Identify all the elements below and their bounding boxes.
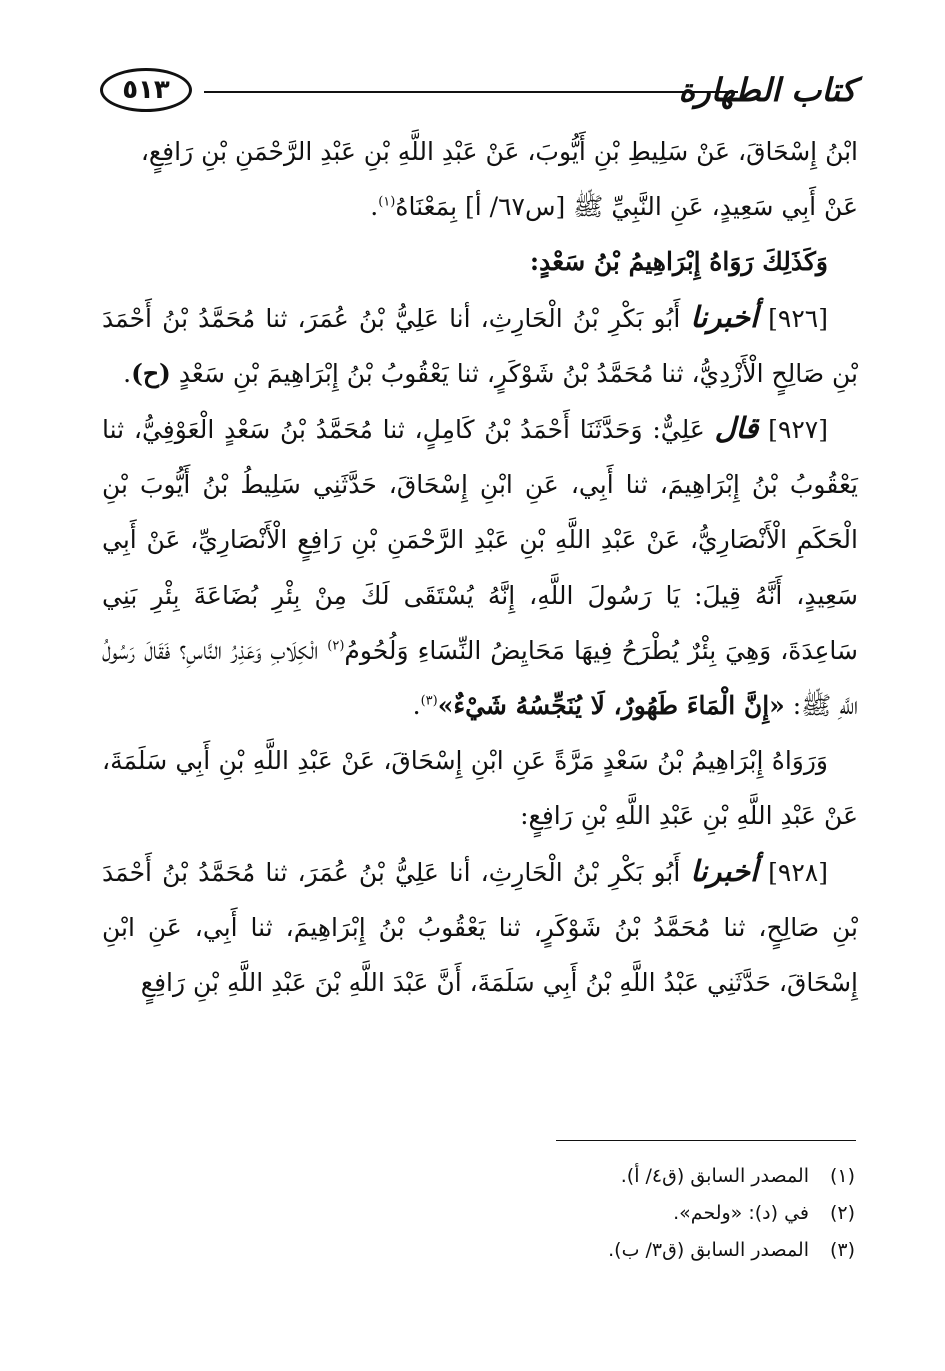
page-number-badge xyxy=(100,68,192,112)
footnote-number: (٢) xyxy=(829,1202,855,1224)
page-number: ٥١٣ xyxy=(122,75,170,105)
footnote-number: (١) xyxy=(829,1165,855,1187)
footnote-number: (٣) xyxy=(829,1239,855,1261)
hadith-number: [٩٢٧] xyxy=(768,415,828,445)
page-header xyxy=(100,62,856,118)
keyword: أخبرنا xyxy=(690,853,759,888)
footnote-ref: (٣) xyxy=(420,693,438,709)
footnote-ref: (٢) xyxy=(327,638,345,654)
footnote-divider xyxy=(556,1140,856,1141)
main-text xyxy=(102,124,858,1010)
hadith-number: [٩٢٨] xyxy=(768,857,828,887)
hadith-text: الْكِلَابِ وَعَذِرُ النَّاسِ؟ فَقَالَ رَسُولُ اللَّهِ ﷺ: xyxy=(102,635,858,721)
hadith-927 xyxy=(102,401,858,733)
footnote-text: في (د): «ولحم». xyxy=(673,1202,809,1224)
hadith-text: أَبُو بَكْرِ بْنُ الْحَارِثِ، أنا عَلِيُّ بْنُ عُمَرَ، ثنا مُحَمَّدُ بْنُ أَحْمَدَ بْنِ صَالِحٍ الْأَزْدِيُّ، ثنا مُحَمَّدُ بْنُ شَوْكَرٍ، ثنا يَعْقُوبُ بْنُ إِبْرَاهِيمَ بْنِ سَعْدٍ xyxy=(102,303,858,388)
book-title: كتاب الطهارة xyxy=(678,71,856,109)
paragraph-continuation xyxy=(102,124,858,234)
hadith-926 xyxy=(102,290,858,401)
paragraph-narration xyxy=(102,733,858,843)
hadith-text: عَلِيٌّ: وَحَدَّثَنَا أَحْمَدُ بْنُ كَامِلٍ، ثنا مُحَمَّدُ بْنُ سَعْدٍ الْعَوْفِيُّ، ثنا يَعْقُوبُ بْنُ إِبْرَاهِيمَ، ثنا أَبِي، عَنِ ابْنِ إِسْحَاقَ، حَدَّثَنِي سَلِيطُ بْنُ أَيُّوبَ بْنِ الْحَكَمِ الْأَنْصَارِيُّ، عَنْ عَبْدِ اللَّهِ بْنِ عَبْدِ الرَّحْمَنِ بْنِ رَافِعٍ الْأَنْصَارِيِّ، عَنْ أَبِي سَعِيدٍ، أَنَّهُ قِيلَ: يَا رَسُولَ اللَّهِ، إِنَّهُ يُسْتَقَى لَكَ مِنْ بِئْرِ بُضَاعَةَ بِئْرِ بَنِي سَاعِدَةَ، وَهِيَ بِئْرٌ يُطْرَحُ فِيهَا مَحَايِضُ النِّسَاءِ وَلُحُومُ xyxy=(102,415,858,665)
footnote-text: المصدر السابق (ق٤/ أ). xyxy=(620,1165,809,1187)
text-line: ابْنُ إِسْحَاقَ، عَنْ سَلِيطِ بْنِ أَيُّوبَ، عَنْ عَبْدِ اللَّهِ بْنِ عَبْدِ الرَّحْمَنِ بْنِ رَافِعٍ، xyxy=(140,137,858,166)
section-heading: وَكَذَلِكَ رَوَاهُ إِبْرَاهِيمُ بْنُ سَعْدٍ: xyxy=(529,247,828,277)
keyword: قال xyxy=(714,411,759,446)
footnote xyxy=(155,1158,855,1195)
hadith-quote: «إِنَّ الْمَاءَ طَهُورٌ، لَا يُنَجِّسُهُ شَيْءٌ» xyxy=(437,691,785,721)
text-tail: . xyxy=(370,192,379,222)
header-divider xyxy=(204,91,738,93)
text-tail: . xyxy=(123,358,132,388)
paragraph-heading xyxy=(102,234,858,289)
marker: (ح) xyxy=(131,358,171,388)
narration-text: وَرَوَاهُ إِبْرَاهِيمُ بْنُ سَعْدٍ مَرَّةً عَنِ ابْنِ إِسْحَاقَ، عَنْ عَبْدِ اللَّهِ بْنِ أَبِي سَلَمَةَ، عَنْ عَبْدِ اللَّهِ بْنِ عَبْدِ اللَّهِ بْنِ رَافِعٍ: xyxy=(102,746,858,831)
footnote xyxy=(155,1232,855,1269)
hadith-number: [٩٢٦] xyxy=(768,303,828,333)
footnote-ref: (١) xyxy=(378,194,396,210)
hadith-text: أَبُو بَكْرِ بْنُ الْحَارِثِ، أنا عَلِيُّ بْنُ عُمَرَ، ثنا مُحَمَّدُ بْنُ أَحْمَدَ بْنِ صَالِحٍ، ثنا مُحَمَّدُ بْنُ شَوْكَرٍ، ثنا يَعْقُوبُ بْنُ إِبْرَاهِيمَ، ثنا أَبِي، عَنِ ابْنِ إِسْحَاقَ، حَدَّثَنِي عَبْدُ اللَّهِ بْنُ أَبِي سَلَمَةَ، أَنَّ عَبْدَ اللَّهِ بْنَ عَبْدِ اللَّهِ بْنِ رَافِعٍ xyxy=(102,857,858,998)
footnotes xyxy=(155,1158,855,1269)
text-tail: . xyxy=(412,691,421,721)
keyword: أخبرنا xyxy=(690,299,759,334)
hadith-928 xyxy=(102,844,858,1011)
footnote-text: المصدر السابق (ق٣/ ب). xyxy=(608,1239,809,1261)
text-line: عَنْ أَبِي سَعِيدٍ، عَنِ النَّبِيِّ ﷺ [س٦٧/ أ] بِمَعْنَاهُ xyxy=(395,192,858,222)
footnote xyxy=(155,1195,855,1232)
